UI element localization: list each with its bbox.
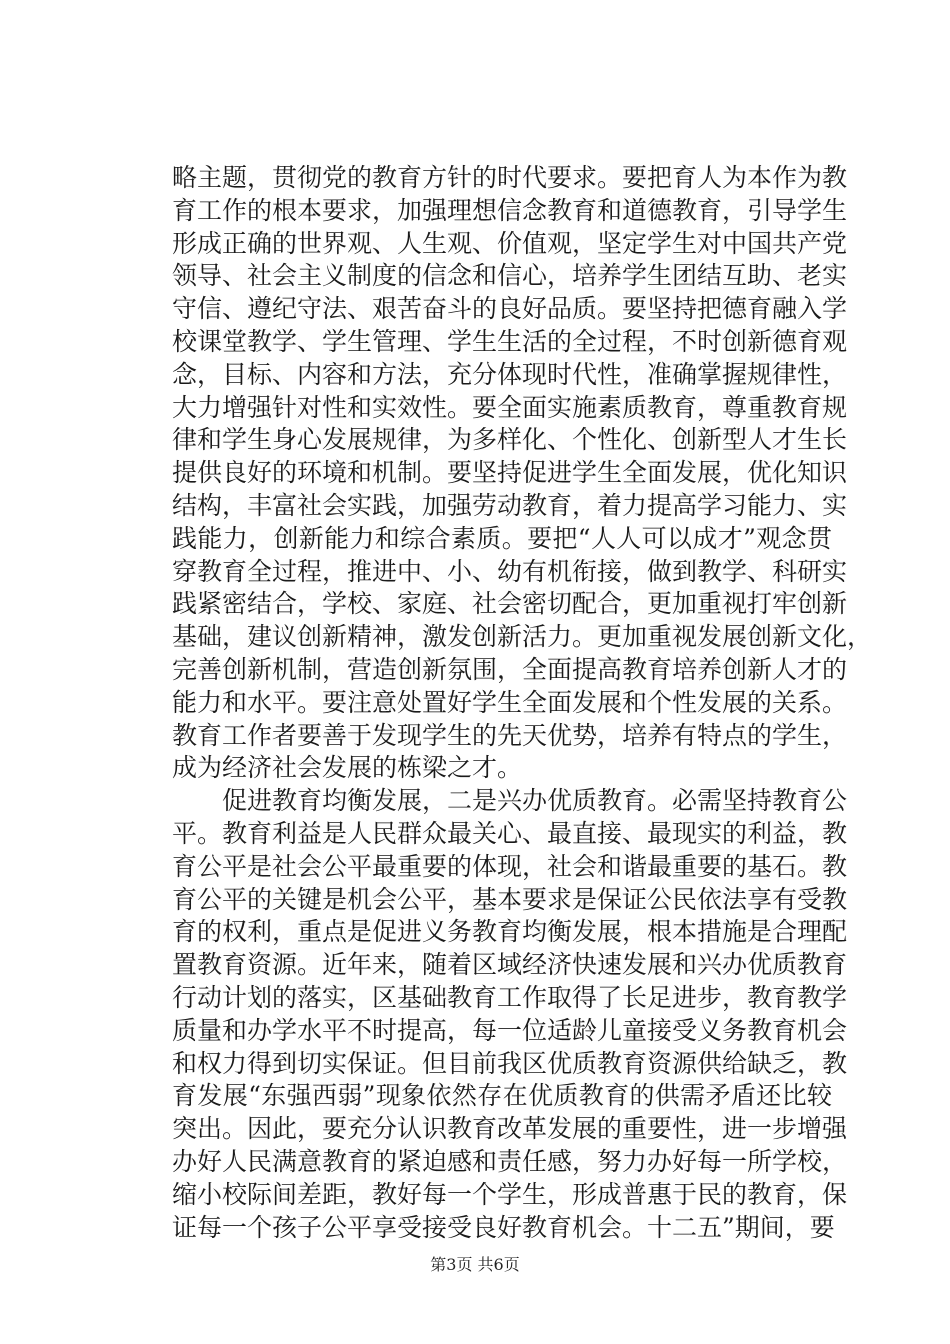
- text-line: 办好人民满意教育的紧迫感和责任感，努力办好每一所学校，: [172, 1146, 848, 1176]
- text-line: 形成正确的世界观、人生观、价值观，坚定学生对中国共产党: [172, 228, 848, 258]
- text-line: 置教育资源。近年来，随着区域经济快速发展和兴办优质教育: [172, 950, 848, 980]
- text-line: 育公平是社会公平最重要的体现，社会和谐最重要的基石。教: [172, 851, 848, 881]
- text-line: 行动计划的落实，区基础教育工作取得了长足进步，教育教学: [172, 982, 848, 1012]
- text-line: 平。教育利益是人民群众最关心、最直接、最现实的利益，教: [172, 818, 848, 848]
- paragraph-2: [172, 785, 848, 1244]
- text-line: 育发展“东强西弱”现象依然存在优质教育的供需矛盾还比较: [172, 1081, 832, 1111]
- text-line: 教育工作者要善于发现学生的先天优势，培养有特点的学生，: [172, 720, 848, 750]
- text-line: 能力和水平。要注意处置好学生全面发展和个性发展的关系。: [172, 687, 848, 717]
- text-line: 育公平的关键是机会公平，基本要求是保证公民依法享有受教: [172, 884, 848, 914]
- text-line: 突出。因此，要充分认识教育改革发展的重要性，进一步增强: [172, 1114, 848, 1144]
- text-line: 念，目标、内容和方法，充分体现时代性，准确掌握规律性，: [172, 359, 848, 389]
- text-line: 缩小校际间差距，教好每一个学生，形成普惠于民的教育，保: [172, 1179, 848, 1209]
- text-line: 领导、社会主义制度的信念和信心，培养学生团结互助、老实: [172, 261, 848, 291]
- text-line: 大力增强针对性和实效性。要全面实施素质教育，尊重教育规: [172, 392, 848, 422]
- text-line: 略主题，贯彻党的教育方针的时代要求。要把育人为本作为教: [172, 163, 848, 192]
- text-line: 守信、遵纪守法、艰苦奋斗的良好品质。要坚持把德育融入学: [172, 294, 848, 324]
- page-number-footer: 第3页 共6页: [430, 1255, 520, 1274]
- text-line: 质量和办学水平不时提高，每一位适龄儿童接受义务教育机会: [172, 1015, 848, 1045]
- text-line: 完善创新机制，营造创新氛围，全面提高教育培养创新人才的: [172, 654, 848, 684]
- text-line: 和权力得到切实保证。但目前我区优质教育资源供给缺乏，教: [172, 1048, 848, 1078]
- text-line: 律和学生身心发展规律，为多样化、个性化、创新型人才生长: [172, 425, 848, 455]
- text-line: 穿教育全过程，推进中、小、幼有机衔接，做到教学、科研实: [172, 556, 848, 586]
- text-line: 证每一个孩子公平享受接受良好教育机会。十二五”期间，要: [172, 1212, 835, 1242]
- text-line: 提供良好的环境和机制。要坚持促进学生全面发展，优化知识: [172, 458, 848, 488]
- text-line: 结构，丰富社会实践，加强劳动教育，着力提高学习能力、实: [172, 490, 848, 520]
- text-line: 基础，建议创新精神，激发创新活力。更加重视发展创新文化，: [172, 622, 873, 652]
- text-line: 育的权利，重点是促进义务教育均衡发展，根本措施是合理配: [172, 917, 848, 947]
- text-line: 校课堂教学、学生管理、学生生活的全过程，不时创新德育观: [172, 326, 848, 356]
- body-text: [172, 162, 873, 1244]
- paragraph-1: [172, 162, 873, 785]
- text-line: 践紧密结合，学校、家庭、社会密切配合，更加重视打牢创新: [172, 589, 848, 619]
- text-line: 成为经济社会发展的栋梁之才。: [172, 753, 523, 783]
- text-line: 践能力，创新能力和综合素质。要把“人人可以成才”观念贯: [172, 523, 832, 553]
- text-line: 促进教育均衡发展，二是兴办优质教育。必需坚持教育公: [222, 786, 848, 816]
- text-line: 育工作的根本要求，加强理想信念教育和道德教育，引导学生: [172, 195, 848, 225]
